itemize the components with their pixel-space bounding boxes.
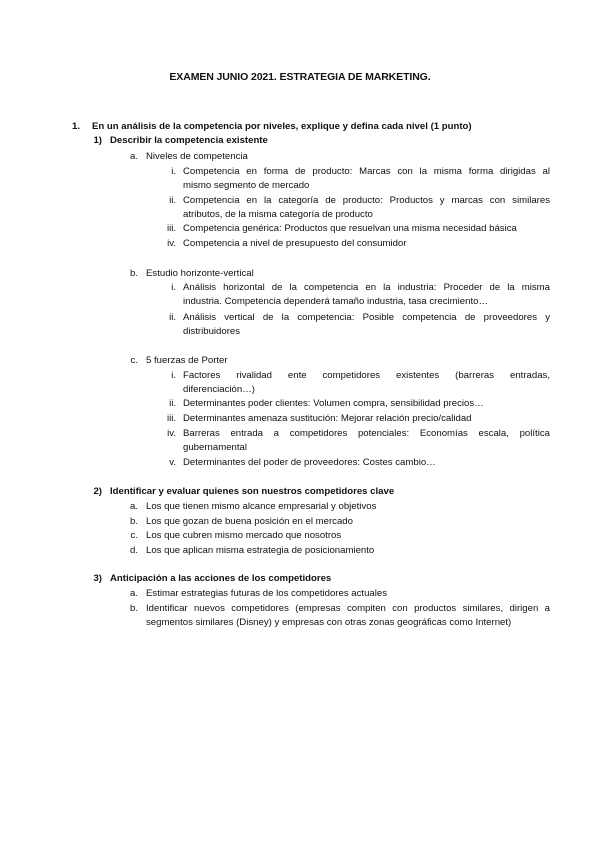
list-marker: iv. xyxy=(167,428,176,439)
group-b-marker: b. xyxy=(129,268,138,279)
list-item: Determinantes amenaza sustitución: Mejorar relación precio/calidad xyxy=(183,413,472,424)
list-item: Los que gozan de buena posición en el mercado xyxy=(146,516,353,527)
list-marker: c. xyxy=(130,530,138,541)
section-2-title: Identificar y evaluar quienes son nuestros competidores clave xyxy=(110,486,395,497)
section-3-title: Anticipación a las acciones de los competidores xyxy=(110,573,332,584)
list-item: Análisis vertical de la competencia: Posible competencia de proveedores y distribuidores xyxy=(183,312,550,337)
list-marker: a. xyxy=(129,588,138,599)
section-3-marker: 3) xyxy=(93,573,102,584)
exam-title: EXAMEN JUNIO 2021. ESTRATEGIA DE MARKETING. xyxy=(169,71,431,83)
group-a-title: Niveles de competencia xyxy=(146,151,248,162)
list-item: Análisis horizontal de la competencia en la industria: Proceder de la misma industria. Competencia dependerá tamaño industria, tasa crecimiento… xyxy=(183,282,550,307)
list-marker: i. xyxy=(171,370,176,381)
list-item: Los que aplican misma estrategia de posicionamiento xyxy=(146,545,375,556)
list-marker: iv. xyxy=(167,238,176,249)
list-item: Competencia genérica: Productos que resuelvan una misma necesidad básica xyxy=(183,223,517,234)
group-a-marker: a. xyxy=(129,151,138,162)
list-item: Los que cubren mismo mercado que nosotros xyxy=(146,530,342,541)
list-marker: ii. xyxy=(169,312,176,323)
list-marker: i. xyxy=(171,282,176,293)
list-item: Barreras entrada a competidores potenciales: Economías escala, política gubernamental xyxy=(183,428,550,453)
list-item: Determinantes del poder de proveedores: Costes cambio… xyxy=(183,457,436,468)
list-item: Identificar nuevos competidores (empresas compiten con productos similares, dirigen a segmentos similares (Disney) y empresas con otras zonas geográficas como Internet) xyxy=(146,603,550,628)
question-number: 1. xyxy=(71,121,80,132)
group-b-title: Estudio horizonte-vertical xyxy=(146,268,254,279)
list-item: Determinantes poder clientes: Volumen compra, sensibilidad precios… xyxy=(183,398,484,409)
list-item: Factores rivalidad ente competidores existentes (barreras entradas, diferenciación…) xyxy=(183,370,550,395)
section-1-title: Describir la competencia existente xyxy=(110,135,268,146)
list-item: Competencia en la categoría de producto: Productos y marcas con similares atributos, de la misma categoría de producto xyxy=(183,195,550,220)
question-text: En un análisis de la competencia por niveles, explique y defina cada nivel (1 punto) xyxy=(92,121,472,132)
list-marker: v. xyxy=(169,457,176,468)
list-marker: d. xyxy=(129,545,138,556)
list-marker: iii. xyxy=(166,413,176,424)
section-2-marker: 2) xyxy=(93,486,102,497)
list-marker: ii. xyxy=(169,398,176,409)
list-marker: i. xyxy=(171,166,176,177)
list-item: Los que tienen mismo alcance empresarial y objetivos xyxy=(146,501,377,512)
list-marker: iii. xyxy=(166,223,176,234)
section-1-marker: 1) xyxy=(93,135,102,146)
list-marker: a. xyxy=(129,501,138,512)
list-item: Competencia a nivel de presupuesto del consumidor xyxy=(183,238,407,249)
list-marker: ii. xyxy=(169,195,176,206)
group-c-marker: c. xyxy=(130,355,138,366)
list-marker: b. xyxy=(129,603,138,614)
list-item: Competencia en forma de producto: Marcas con la misma forma dirigidas al mismo segmento de mercado xyxy=(183,166,550,191)
list-item: Estimar estrategias futuras de los competidores actuales xyxy=(146,588,388,599)
list-marker: b. xyxy=(129,516,138,527)
group-c-title: 5 fuerzas de Porter xyxy=(146,355,228,366)
